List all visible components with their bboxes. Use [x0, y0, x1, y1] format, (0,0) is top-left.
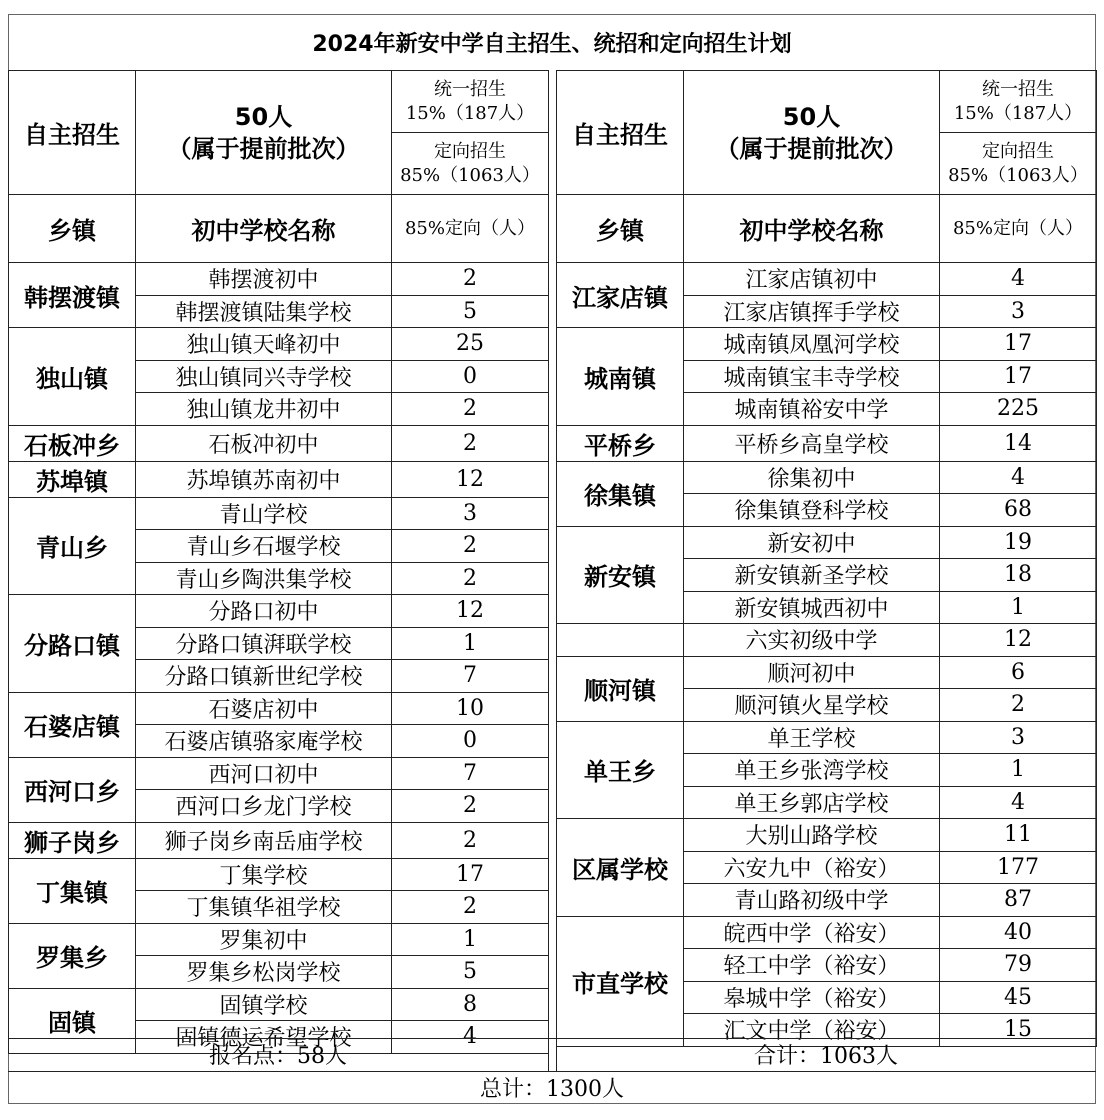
table-row: [557, 721, 1097, 754]
town-cell: 分路口镇: [9, 595, 136, 693]
count-cell: 12: [940, 624, 1097, 657]
right-body: [557, 263, 1097, 1047]
tongyi-cell: [392, 71, 549, 133]
town-cell: 固镇: [9, 988, 136, 1053]
col-town-header: 乡镇: [9, 195, 136, 263]
tongyi-cell: [940, 71, 1097, 133]
table-row: [557, 328, 1097, 361]
school-name-cell: 独山镇天峰初中: [136, 328, 392, 361]
school-name-cell: 徐集初中: [684, 461, 940, 494]
town-cell: 青山乡: [9, 497, 136, 595]
school-name-cell: 石板冲初中: [136, 425, 392, 461]
right-table: [556, 70, 1097, 1047]
count-cell: 4: [940, 786, 1097, 819]
dingxiang-cell: [940, 133, 1097, 195]
count-cell: 3: [392, 497, 549, 530]
school-name-cell: 固镇德运希望学校: [136, 1021, 392, 1054]
count-cell: 0: [392, 360, 549, 393]
school-name-cell: 罗集初中: [136, 923, 392, 956]
school-name-cell: 丁集镇华祖学校: [136, 891, 392, 924]
zizhu-count: 50人: [234, 102, 293, 131]
school-name-cell: 皖西中学（裕安）: [684, 916, 940, 949]
school-name-cell: 江家店镇挥手学校: [684, 295, 940, 328]
count-cell: 18: [940, 559, 1097, 592]
col-count-header: 85%定向（人）: [940, 195, 1097, 263]
count-cell: 4: [940, 263, 1097, 296]
table-row: [9, 757, 549, 790]
town-cell: 独山镇: [9, 328, 136, 426]
count-cell: 177: [940, 851, 1097, 884]
school-name-cell: 平桥乡高皇学校: [684, 425, 940, 461]
count-cell: 2: [392, 263, 549, 296]
school-name-cell: 韩摆渡镇陆集学校: [136, 295, 392, 328]
count-cell: 2: [392, 562, 549, 595]
school-name-cell: 城南镇裕安中学: [684, 393, 940, 426]
school-name-cell: 大别山路学校: [684, 819, 940, 852]
table-row: [9, 425, 549, 461]
school-name-cell: 西河口乡龙门学校: [136, 790, 392, 823]
count-cell: 1: [392, 627, 549, 660]
school-name-cell: 城南镇宝丰寺学校: [684, 360, 940, 393]
tongyi-label: 统一招生: [982, 78, 1054, 100]
town-cell: 城南镇: [557, 328, 684, 426]
dingxiang-value: 85%（1063人）: [400, 164, 540, 186]
count-cell: 15: [940, 1014, 1097, 1047]
town-cell: 丁集镇: [9, 858, 136, 923]
table-row: [9, 923, 549, 956]
school-name-cell: 顺河镇火星学校: [684, 689, 940, 722]
school-name-cell: 青山路初级中学: [684, 884, 940, 917]
col-town-header: 乡镇: [557, 195, 684, 263]
town-cell: 韩摆渡镇: [9, 263, 136, 328]
dingxiang-label: 定向招生: [434, 140, 506, 162]
count-cell: 1: [940, 754, 1097, 787]
school-name-cell: 皋城中学（裕安）: [684, 981, 940, 1014]
school-name-cell: 轻工中学（裕安）: [684, 949, 940, 982]
town-cell: 石婆店镇: [9, 692, 136, 757]
count-cell: 25: [392, 328, 549, 361]
count-cell: 3: [940, 721, 1097, 754]
zizhu-count-cell: [136, 71, 392, 195]
town-cell: 徐集镇: [557, 461, 684, 526]
footer-vdivider-a: [548, 1038, 549, 1071]
school-name-cell: 单王乡张湾学校: [684, 754, 940, 787]
table-row: [557, 916, 1097, 949]
count-cell: 2: [392, 393, 549, 426]
school-name-cell: 徐集镇登科学校: [684, 494, 940, 527]
count-cell: 17: [940, 328, 1097, 361]
school-name-cell: 单王学校: [684, 721, 940, 754]
zizhu-count-cell: [684, 71, 940, 195]
count-cell: 12: [392, 595, 549, 628]
left-table: [8, 70, 549, 1054]
count-cell: 68: [940, 494, 1097, 527]
zizhu-count: 50人: [782, 102, 841, 131]
school-name-cell: 苏埠镇苏南初中: [136, 461, 392, 497]
school-name-cell: 分路口初中: [136, 595, 392, 628]
school-name-cell: 罗集乡松岗学校: [136, 956, 392, 989]
table-row: [557, 656, 1097, 689]
count-cell: 4: [940, 461, 1097, 494]
count-cell: 17: [392, 858, 549, 891]
col-school-header: 初中学校名称: [136, 195, 392, 263]
table-row: [9, 692, 549, 725]
school-name-cell: 江家店镇初中: [684, 263, 940, 296]
school-name-cell: 独山镇同兴寺学校: [136, 360, 392, 393]
table-row: [9, 822, 549, 858]
count-cell: 17: [940, 360, 1097, 393]
table-row: [9, 328, 549, 361]
school-name-cell: 汇文中学（裕安）: [684, 1014, 940, 1047]
count-cell: 87: [940, 884, 1097, 917]
count-cell: 2: [392, 891, 549, 924]
count-cell: 1: [392, 923, 549, 956]
count-cell: 3: [940, 295, 1097, 328]
count-cell: 45: [940, 981, 1097, 1014]
count-cell: 2: [392, 530, 549, 563]
school-name-cell: 顺河初中: [684, 656, 940, 689]
table-row: [9, 988, 549, 1021]
count-cell: 79: [940, 949, 1097, 982]
school-name-cell: 六安九中（裕安）: [684, 851, 940, 884]
school-name-cell: 新安镇新圣学校: [684, 559, 940, 592]
town-cell: 单王乡: [557, 721, 684, 819]
table-row: [557, 425, 1097, 461]
count-cell: 7: [392, 660, 549, 693]
count-cell: 10: [392, 692, 549, 725]
table-row: [9, 497, 549, 530]
count-cell: 5: [392, 956, 549, 989]
school-name-cell: 六实初级中学: [684, 624, 940, 657]
zizhu-label: 自主招生: [9, 71, 136, 195]
school-name-cell: 石婆店镇骆家庵学校: [136, 725, 392, 758]
town-cell: [557, 624, 684, 657]
dingxiang-label: 定向招生: [982, 140, 1054, 162]
table-row: [9, 595, 549, 628]
tongyi-value: 15%（187人）: [405, 102, 535, 124]
table-row: [9, 263, 549, 296]
school-name-cell: 丁集学校: [136, 858, 392, 891]
table-row: [9, 858, 549, 891]
school-name-cell: 新安初中: [684, 526, 940, 559]
count-cell: 11: [940, 819, 1097, 852]
dingxiang-value: 85%（1063人）: [948, 164, 1088, 186]
school-name-cell: 西河口初中: [136, 757, 392, 790]
count-cell: 7: [392, 757, 549, 790]
count-cell: 1: [940, 591, 1097, 624]
table-row: [9, 461, 549, 497]
count-cell: 2: [940, 689, 1097, 722]
dingxiang-cell: [392, 133, 549, 195]
zizhu-note: （属于提前批次）: [167, 134, 360, 163]
school-name-cell: 单王乡郭店学校: [684, 786, 940, 819]
count-cell: 12: [392, 461, 549, 497]
count-cell: 2: [392, 790, 549, 823]
tongyi-label: 统一招生: [434, 78, 506, 100]
count-cell: 5: [392, 295, 549, 328]
town-cell: 市直学校: [557, 916, 684, 1046]
school-name-cell: 狮子岗乡南岳庙学校: [136, 822, 392, 858]
count-cell: 225: [940, 393, 1097, 426]
school-name-cell: 新安镇城西初中: [684, 591, 940, 624]
count-cell: 2: [392, 425, 549, 461]
town-cell: 平桥乡: [557, 425, 684, 461]
page-title: 2024年新安中学自主招生、统招和定向招生计划: [312, 31, 792, 57]
footer-right: 合计：1063人: [754, 1044, 898, 1069]
town-cell: 西河口乡: [9, 757, 136, 822]
count-cell: 0: [392, 725, 549, 758]
col-school-header: 初中学校名称: [684, 195, 940, 263]
school-name-cell: 青山乡陶洪集学校: [136, 562, 392, 595]
count-cell: 6: [940, 656, 1097, 689]
table-row: [557, 819, 1097, 852]
tongyi-value: 15%（187人）: [953, 102, 1083, 124]
table-row: [557, 263, 1097, 296]
town-cell: 江家店镇: [557, 263, 684, 328]
table-row: [557, 526, 1097, 559]
count-cell: 8: [392, 988, 549, 1021]
count-cell: 2: [392, 822, 549, 858]
zizhu-label: 自主招生: [557, 71, 684, 195]
school-name-cell: 石婆店初中: [136, 692, 392, 725]
town-cell: 石板冲乡: [9, 425, 136, 461]
footer-total: 总计：1300人: [480, 1077, 624, 1102]
town-cell: 新安镇: [557, 526, 684, 624]
school-name-cell: 韩摆渡初中: [136, 263, 392, 296]
table-row: [557, 461, 1097, 494]
town-cell: 苏埠镇: [9, 461, 136, 497]
school-name-cell: 城南镇凤凰河学校: [684, 328, 940, 361]
school-name-cell: 分路口镇湃联学校: [136, 627, 392, 660]
town-cell: 狮子岗乡: [9, 822, 136, 858]
school-name-cell: 青山乡石堰学校: [136, 530, 392, 563]
town-cell: 罗集乡: [9, 923, 136, 988]
count-cell: 19: [940, 526, 1097, 559]
school-name-cell: 固镇学校: [136, 988, 392, 1021]
table-row: [557, 624, 1097, 657]
school-name-cell: 分路口镇新世纪学校: [136, 660, 392, 693]
footer-left: 报名点：58人: [209, 1044, 347, 1069]
zizhu-note: （属于提前批次）: [715, 134, 908, 163]
col-count-header: 85%定向（人）: [392, 195, 549, 263]
left-body: [9, 263, 549, 1054]
count-cell: 4: [392, 1021, 549, 1054]
town-cell: 区属学校: [557, 819, 684, 917]
school-name-cell: 独山镇龙井初中: [136, 393, 392, 426]
count-cell: 40: [940, 916, 1097, 949]
school-name-cell: 青山学校: [136, 497, 392, 530]
count-cell: 14: [940, 425, 1097, 461]
town-cell: 顺河镇: [557, 656, 684, 721]
